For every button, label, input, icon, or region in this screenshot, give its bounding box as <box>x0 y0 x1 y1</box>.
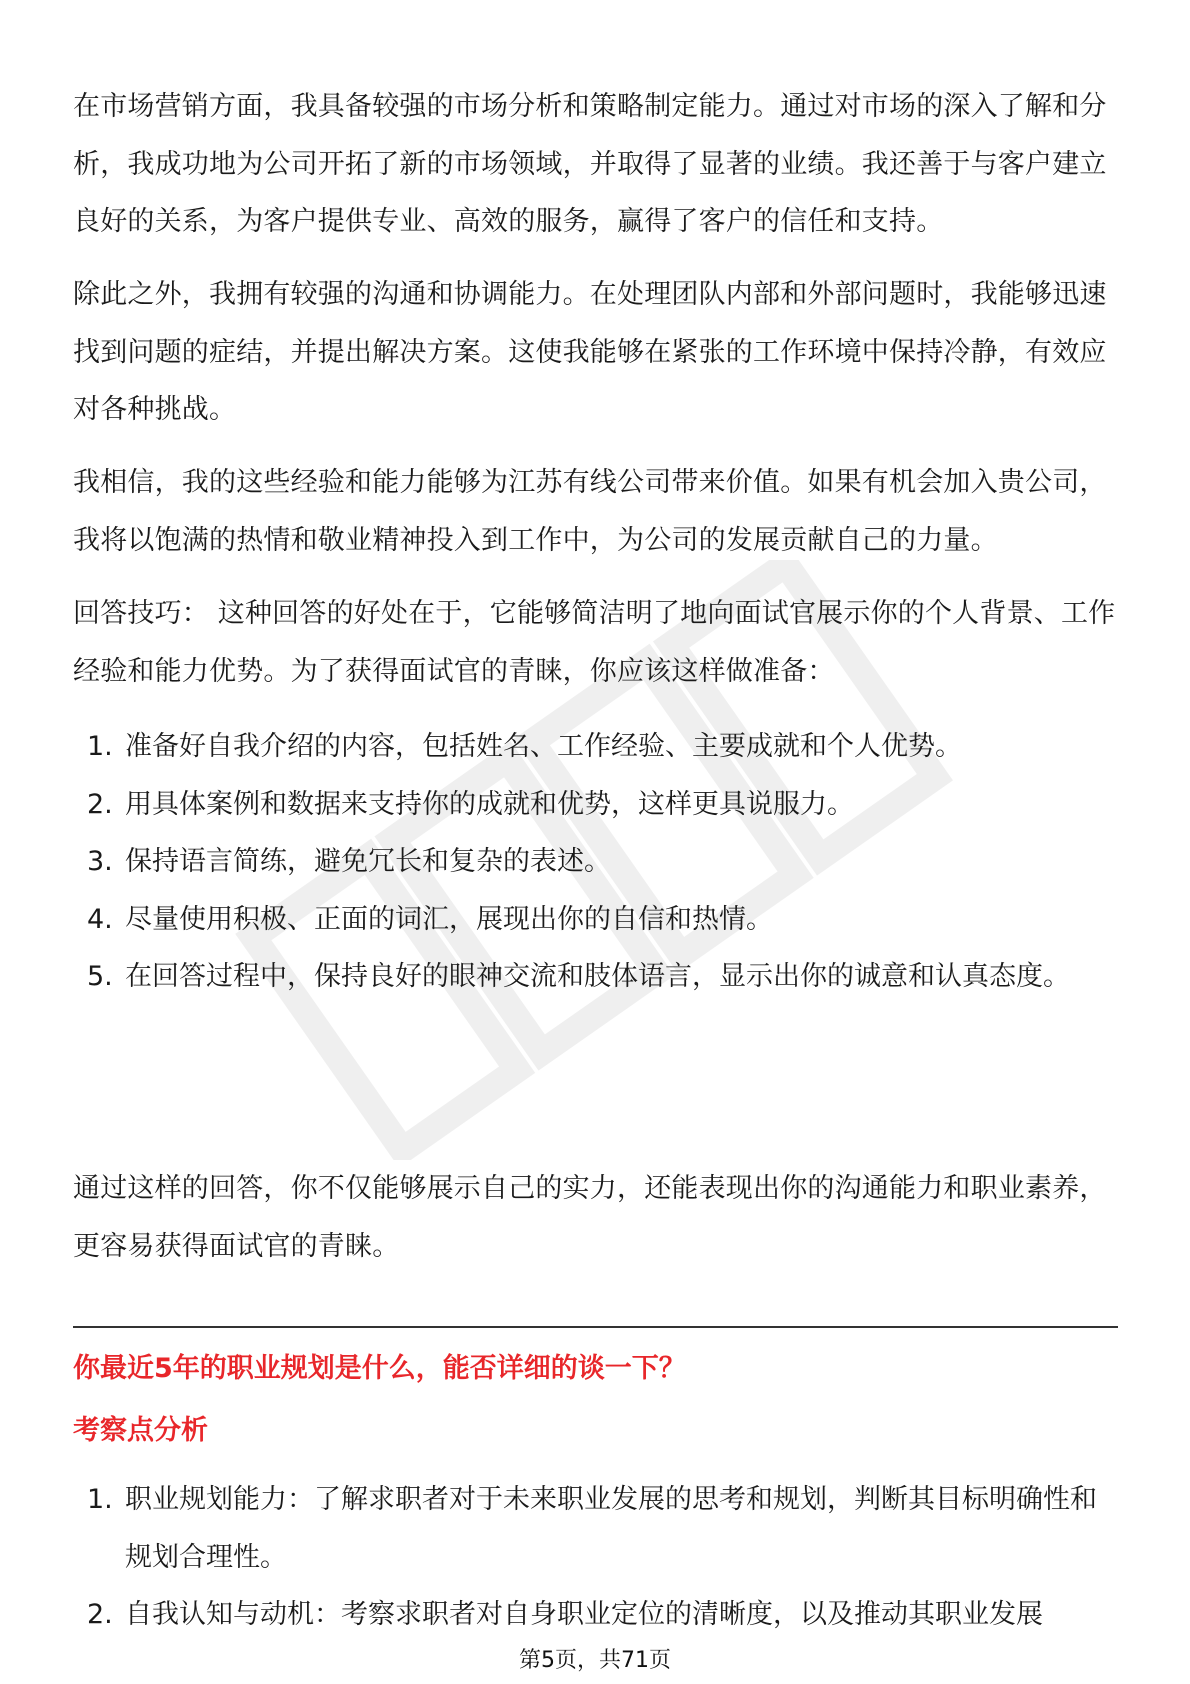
list-item-number: 1. <box>87 1484 113 1515</box>
list-item-text: 在回答过程中，保持良好的眼神交流和肢体语言，显示出你的诚意和认真态度。 <box>125 961 1070 992</box>
paragraph-conclusion: 通过这样的回答，你不仅能够展示自己的实力，还能表现出你的沟通能力和职业素养，更容易获得面试官的青睐。 <box>73 1173 1107 1262</box>
list-item-text: 准备好自我介绍的内容，包括姓名、工作经验、主要成就和个人优势。 <box>125 731 962 762</box>
list-item <box>73 1586 1118 1644</box>
list-item-text: 自我认知与动机：考察求职者对自身职业定位的清晰度，以及推动其职业发展 <box>125 1599 1043 1630</box>
list-item <box>73 833 1118 891</box>
list-item-text: 用具体案例和数据来支持你的成就和优势，这样更具说服力。 <box>125 788 854 820</box>
list-item-number: 5. <box>87 961 113 992</box>
list-item <box>73 718 1118 776</box>
list-item <box>73 776 1118 834</box>
section-divider <box>73 1326 1118 1328</box>
list-item-number: 2. <box>87 788 113 820</box>
list-item-number: 3. <box>87 846 113 877</box>
list-item-text: 尽量使用积极、正面的词汇，展现出你的自信和热情。 <box>125 903 773 935</box>
list-item-number: 4. <box>87 903 113 935</box>
list-item <box>73 1471 1118 1586</box>
paragraph-communication: 除此之外，我拥有较强的沟通和协调能力。在处理团队内部和外部问题时，我能够迅速找到问题的症结，并提出解决方案。这使我能够在紧张的工作环境中保持冷静，有效应对各种挑战。 <box>73 279 1107 425</box>
analysis-list <box>73 1471 1118 1644</box>
list-item <box>73 948 1118 1006</box>
paragraph-marketing: 在市场营销方面，我具备较强的市场分析和策略制定能力。通过对市场的深入了解和分析，我成功地为公司开拓了新的市场领域，并取得了显著的业绩。我还善于与客户建立良好的关系，为客户提供专业、高效的服务，赢得了客户的信任和支持。 <box>73 91 1107 237</box>
page-number: 第5页，共71页 <box>519 1648 671 1673</box>
list-item-text: 职业规划能力：了解求职者对于未来职业发展的思考和规划，判断其目标明确性和规划合理性。 <box>125 1484 1097 1573</box>
list-item-number: 1. <box>87 731 113 762</box>
list-item-number: 2. <box>87 1599 113 1630</box>
paragraph-answer-tips: 回答技巧： 这种回答的好处在于，它能够简洁明了地向面试官展示你的个人背景、工作经验和能力优势。为了获得面试官的青睐，你应该这样做准备： <box>73 598 1116 687</box>
paragraph-value: 我相信，我的这些经验和能力能够为江苏有线公司带来价值。如果有机会加入贵公司，我将以饱满的热情和敬业精神投入到工作中，为公司的发展贡献自己的力量。 <box>73 467 1107 556</box>
tips-list <box>73 718 1118 1006</box>
list-item <box>73 891 1118 949</box>
question-title: 你最近5年的职业规划是什么，能否详细的谈一下？ <box>73 1353 686 1384</box>
list-item-text: 保持语言简练，避免冗长和复杂的表述。 <box>125 846 611 877</box>
analysis-heading: 考察点分析 <box>73 1415 208 1446</box>
